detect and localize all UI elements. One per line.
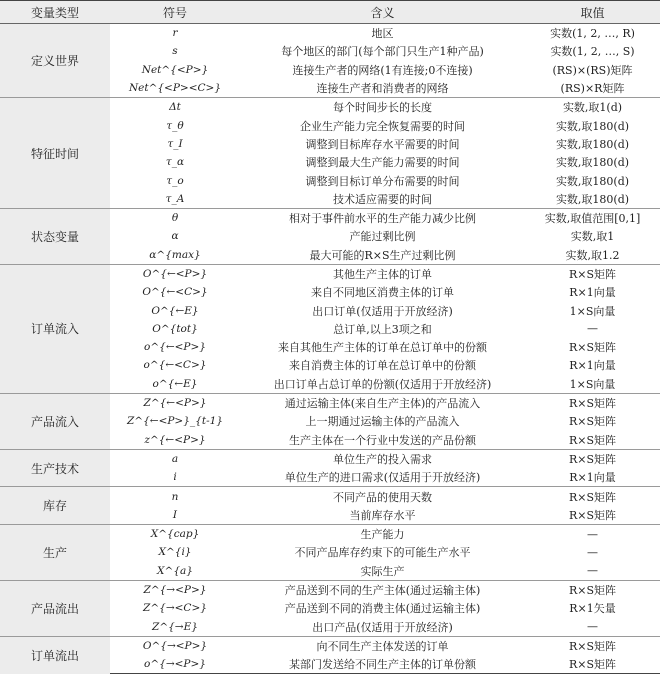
header-row <box>0 1 660 24</box>
table-row <box>0 487 660 506</box>
meaning-cell: 产品送到不同的消费主体(通过运输主体) <box>284 602 481 616</box>
value-cell: R×S矩阵 <box>525 636 660 655</box>
symbol-cell: τ_I <box>167 137 183 150</box>
value-cell: R×1向量 <box>569 471 616 485</box>
symbol-cell: o^{←E} <box>152 377 198 390</box>
meaning-cell: 总订单,以上3项之和 <box>333 322 432 336</box>
table-row <box>0 449 660 468</box>
symbol-cell: α^{max} <box>149 248 201 261</box>
meaning-cell: 产品送到不同的生产主体(通过运输主体) <box>240 580 525 599</box>
symbol-cell: Z^{→E} <box>152 620 198 633</box>
meaning-cell: 调整到最大生产能力需要的时间 <box>305 156 460 170</box>
meaning-cell: 出口产品(仅适用于开放经济) <box>312 620 453 634</box>
category-cell: 产品流入 <box>0 393 110 449</box>
symbol-cell: O^{←<P>} <box>110 264 240 283</box>
value-cell: — <box>587 620 598 634</box>
value-cell: R×S矩阵 <box>525 580 660 599</box>
meaning-cell: 调整到目标订单分布需要的时间 <box>305 174 460 188</box>
category-cell: 生产 <box>0 525 110 581</box>
value-cell: — <box>525 525 660 544</box>
symbol-cell: τ_A <box>165 192 185 205</box>
value-cell: 实数,取180(d) <box>555 137 630 151</box>
meaning-cell: 当前库存水平 <box>349 508 416 522</box>
meaning-cell: 最大可能的R×S生产过剩比例 <box>309 248 456 262</box>
symbol-cell: n <box>110 487 240 506</box>
meaning-cell: 通过运输主体(来自生产主体)的产品流入 <box>240 393 525 412</box>
symbol-cell: θ <box>110 208 240 227</box>
symbol-cell: α <box>171 230 179 243</box>
category-cell: 订单流出 <box>0 636 110 674</box>
value-cell: 1×S向量 <box>569 377 616 391</box>
variable-group <box>0 98 660 209</box>
symbol-cell: O^{←E} <box>151 304 199 317</box>
value-cell: R×1矢量 <box>569 602 616 616</box>
symbol-cell: o^{←<P>} <box>144 341 206 354</box>
table-row <box>0 98 660 117</box>
category-cell: 状态变量 <box>0 208 110 264</box>
meaning-cell: 技术适应需要的时间 <box>333 192 432 206</box>
table-row <box>0 525 660 544</box>
table-row <box>0 580 660 599</box>
value-cell: — <box>587 545 598 559</box>
meaning-cell: 产能过剩比例 <box>349 230 416 244</box>
value-cell: 实数,取180(d) <box>555 192 630 206</box>
symbol-cell: z^{←<P>} <box>144 433 206 446</box>
variable-group <box>0 393 660 449</box>
category-cell: 定义世界 <box>0 24 110 98</box>
symbol-cell: X^{cap} <box>110 525 240 544</box>
value-cell: 实数(1, 2, …, R) <box>525 24 660 43</box>
symbol-cell: I <box>172 508 178 521</box>
category-cell: 特征时间 <box>0 98 110 209</box>
value-cell: R×1向量 <box>569 359 616 373</box>
meaning-cell: 单位生产的进口需求(仅适用于开放经济) <box>284 471 481 485</box>
symbol-cell: Z^{→<C>} <box>143 602 207 615</box>
meaning-cell: 相对于事件前水平的生产能力减少比例 <box>240 208 525 227</box>
meaning-cell: 调整到目标库存水平需要的时间 <box>305 137 460 151</box>
meaning-cell: 不同产品的使用天数 <box>240 487 525 506</box>
meaning-cell: 其他生产主体的订单 <box>240 264 525 283</box>
table-row <box>0 208 660 227</box>
value-cell: R×S矩阵 <box>568 433 617 447</box>
variable-group <box>0 264 660 393</box>
table-row <box>0 636 660 655</box>
value-cell: 1×S向量 <box>569 304 616 318</box>
table-row <box>0 264 660 283</box>
symbol-cell: τ_o <box>166 174 184 187</box>
symbol-cell: o^{→<P>} <box>110 655 240 674</box>
value-cell: (RS)×R矩阵 <box>560 82 625 96</box>
category-cell: 产品流出 <box>0 580 110 636</box>
value-cell: 实数,取180(d) <box>555 174 630 188</box>
value-cell: R×S矩阵 <box>525 393 660 412</box>
variable-group <box>0 208 660 264</box>
symbol-cell: τ_θ <box>166 119 184 132</box>
value-cell: R×S矩阵 <box>568 341 617 355</box>
value-cell: R×S矩阵 <box>525 655 660 674</box>
header-meaning: 含义 <box>240 1 525 24</box>
meaning-cell: 某部门发送给不同生产主体的订单份额 <box>240 655 525 674</box>
meaning-cell: 生产能力 <box>240 525 525 544</box>
meaning-cell: 出口订单占总订单的份额(仅适用于开放经济) <box>273 377 492 391</box>
symbol-cell: τ_α <box>165 156 185 169</box>
value-cell: R×S矩阵 <box>525 264 660 283</box>
value-cell: 实数,取值范围[0,1] <box>525 208 660 227</box>
meaning-cell: 生产主体在一个行业中发送的产品份额 <box>289 433 476 447</box>
symbol-cell: o^{←<C>} <box>143 359 207 372</box>
category-cell: 生产技术 <box>0 449 110 487</box>
meaning-cell: 连接生产者和消费者的网络 <box>316 82 449 96</box>
value-cell: 实数,取1(d) <box>525 98 660 117</box>
meaning-cell: 来自其他生产主体的订单在总订单中的份额 <box>278 341 487 355</box>
value-cell: 实数(1, 2, …, S) <box>550 45 635 59</box>
meaning-cell: 连接生产者的网络(1有连接;0不连接) <box>292 63 473 77</box>
variable-group <box>0 525 660 581</box>
value-cell: 实数,取1.2 <box>565 248 620 262</box>
symbol-cell: X^{i} <box>158 546 192 559</box>
meaning-cell: 来自消费主体的订单在总订单中的份额 <box>289 359 476 373</box>
symbol-cell: Net^{<P><C>} <box>128 82 222 95</box>
symbol-cell: s <box>172 45 178 58</box>
symbol-cell: r <box>110 24 240 43</box>
meaning-cell: 上一期通过运输主体的产品流入 <box>305 415 460 429</box>
symbol-cell: O^{←<C>} <box>142 286 208 299</box>
value-cell: 实数,取180(d) <box>555 119 630 133</box>
value-cell: R×S矩阵 <box>568 415 617 429</box>
symbol-cell: Net^{<P>} <box>141 63 209 76</box>
symbol-cell: Δt <box>110 98 240 117</box>
value-cell: R×S矩阵 <box>525 449 660 468</box>
symbol-cell: X^{a} <box>157 564 193 577</box>
value-cell: — <box>587 564 598 578</box>
symbol-cell: i <box>173 471 177 484</box>
table-row <box>0 393 660 412</box>
symbol-cell: Z^{→<P>} <box>110 580 240 599</box>
value-cell: R×S矩阵 <box>525 487 660 506</box>
header-type: 变量类型 <box>0 1 110 24</box>
meaning-cell: 来自不同地区消费主体的订单 <box>311 286 454 300</box>
value-cell: 实数,取1 <box>570 230 615 244</box>
value-cell: — <box>587 322 598 336</box>
symbol-cell: O^{tot} <box>152 322 198 335</box>
variable-group <box>0 24 660 98</box>
variable-group <box>0 580 660 636</box>
value-cell: R×1向量 <box>569 286 616 300</box>
variable-group <box>0 636 660 674</box>
header-value: 取值 <box>525 1 660 24</box>
meaning-cell: 每个时间步长的长度 <box>240 98 525 117</box>
variable-group <box>0 449 660 487</box>
meaning-cell: 出口订单(仅适用于开放经济) <box>312 304 453 318</box>
meaning-cell: 不同产品库存约束下的可能生产水平 <box>294 546 471 560</box>
header-symbol: 符号 <box>110 1 240 24</box>
meaning-cell: 每个地区的部门(每个部门只生产1种产品) <box>281 45 484 59</box>
category-cell: 订单流入 <box>0 264 110 393</box>
value-cell: 实数,取180(d) <box>555 156 630 170</box>
variable-group <box>0 487 660 525</box>
symbol-cell: Z^{←<P>} <box>110 393 240 412</box>
category-cell: 库存 <box>0 487 110 525</box>
symbol-cell: O^{→<P>} <box>110 636 240 655</box>
meaning-cell: 单位生产的投入需求 <box>240 449 525 468</box>
table-header <box>0 1 660 24</box>
meaning-cell: 向不同生产主体发送的订单 <box>240 636 525 655</box>
symbol-cell: a <box>110 449 240 468</box>
meaning-cell: 企业生产能力完全恢复需要的时间 <box>300 119 465 133</box>
meaning-cell: 地区 <box>240 24 525 43</box>
meaning-cell: 实际生产 <box>360 564 405 578</box>
table-row <box>0 24 660 43</box>
symbol-cell: Z^{←<P>}_{t-1} <box>127 415 223 428</box>
value-cell: (RS)×(RS)矩阵 <box>552 63 633 77</box>
value-cell: R×S矩阵 <box>568 508 617 522</box>
